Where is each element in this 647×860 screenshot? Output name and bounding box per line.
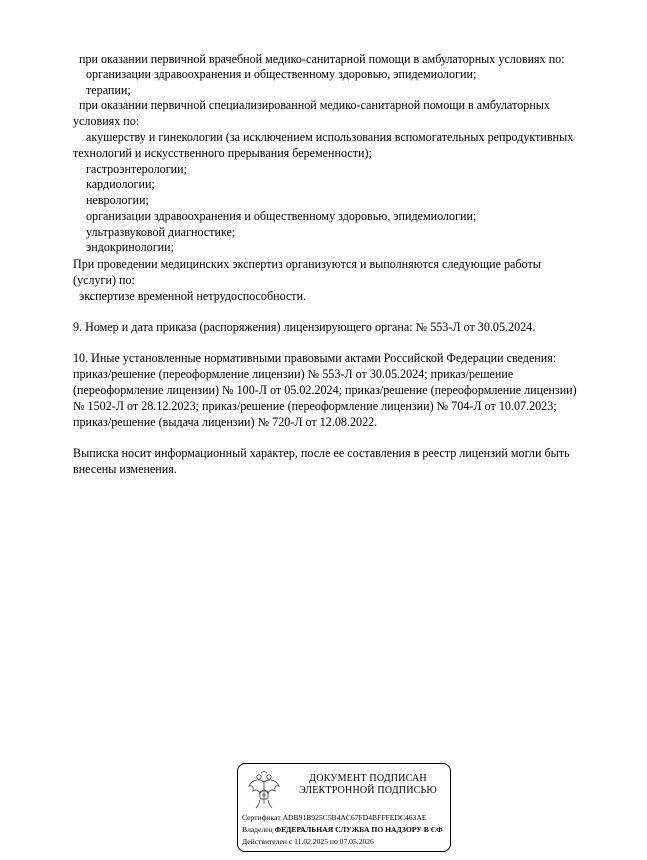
stamp-title-line-2: ЭЛЕКТРОННОЙ ПОДПИСЬЮ [299, 785, 437, 796]
text-line: организации здравоохранения и общественному здоровью, эпидемиологии; [86, 209, 477, 223]
text-line: кардиологии; [86, 177, 155, 191]
text-line: терапии; [86, 83, 131, 97]
text-line: (услуги) по: [73, 273, 135, 287]
text-line: эндокринологии; [86, 240, 174, 254]
validity-period: Действителен с 11.02.2025 по 07.05.2026 [242, 837, 374, 846]
text-line: при оказании первичной врачебной медико-санитарной помощи в амбулаторных условиях по: [79, 52, 565, 66]
text-line: При проведении медицинских экспертиз организуются и выполняются следующие работы [73, 257, 541, 271]
double-headed-eagle-emblem-icon [246, 770, 282, 810]
text-line: приказ/решение (выдача лицензии) № 720-Л от 12.08.2022. [73, 415, 378, 429]
text-line: приказ/решение (переоформление лицензии) № 553-Л от 30.05.2024; приказ/решение [73, 367, 514, 381]
owner-label: Владелец [242, 825, 273, 834]
text-line: экспертизе временной нетрудоспособности. [79, 289, 307, 303]
disclaimer-line: внесены изменения. [73, 462, 177, 476]
stamp-title [288, 773, 448, 797]
disclaimer-line: Выписка носит информационный характер, после ее составления в реестр лицензий могли быть [73, 446, 570, 460]
owner-row [242, 825, 443, 835]
text-line: 10. Иные установленные нормативными правовыми актами Российской Федерации сведения: [73, 351, 557, 365]
text-line: акушерству и гинекологии (за исключением использования вспомогательных репродуктивных [86, 130, 574, 144]
text-line: № 1502-Л от 28.12.2023; приказ/решение (переоформление лицензии) № 704-Л от 10.07.2023; [73, 399, 557, 413]
text-line: при оказании первичной специализированной медико-санитарной помощи в амбулаторных [79, 98, 550, 112]
electronic-signature-stamp [237, 763, 451, 852]
text-line: (переоформление лицензии) № 100-Л от 05.02.2024; приказ/решение (переоформление лицензии) [73, 383, 577, 397]
stamp-title-line-1: ДОКУМЕНТ ПОДПИСАН [309, 773, 427, 784]
certificate-label: Сертификат [242, 813, 281, 822]
text-line: организации здравоохранения и общественному здоровью, эпидемиологии; [86, 67, 477, 81]
certificate-value: ADB91B925C5B4AC67FD4BFFFEDC463AE [282, 813, 427, 822]
owner-value: ФЕДЕРАЛЬНАЯ СЛУЖБА ПО НАДЗОРУ В СФ [274, 825, 443, 834]
license-order-line: 9. Номер и дата приказа (распоряжения) лицензирующего органа: № 553-Л от 30.05.2024. [73, 320, 536, 334]
certificate-row [242, 813, 426, 823]
text-line: ультразвуковой диагностике; [86, 225, 236, 239]
text-line: технологий и искусственного прерывания беременности); [73, 146, 372, 160]
text-line: гастроэнтерологии; [86, 162, 187, 176]
text-line: неврологии; [86, 193, 149, 207]
text-line: условиях по: [73, 114, 140, 128]
